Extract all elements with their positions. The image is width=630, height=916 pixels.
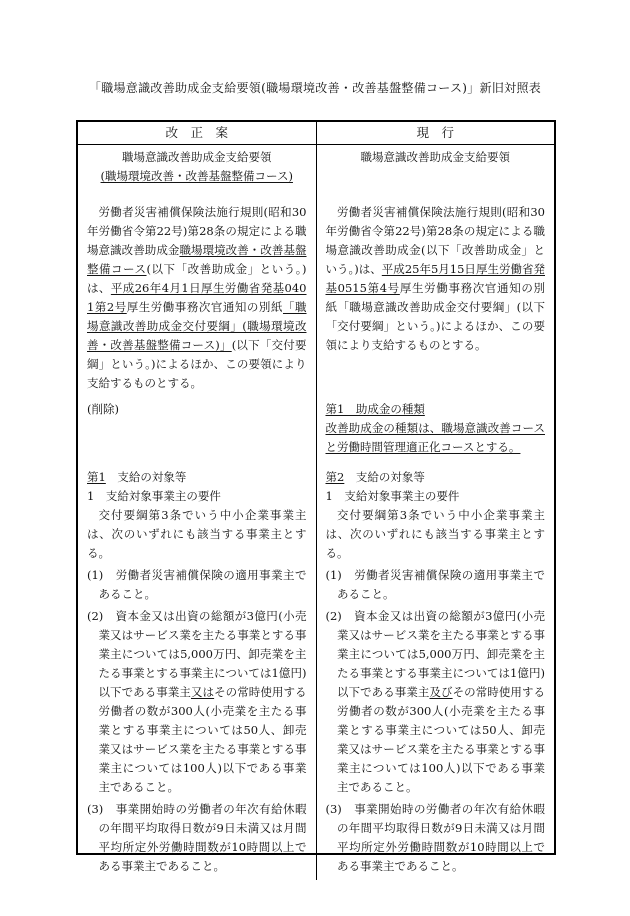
text-block [326,419,546,457]
text-segment: (削除) [87,402,119,416]
text-segment: 厚生労働事務次官通知の別紙「職場意識改善助成金交付要綱」(以下「交付要綱」という。)によるほか、この要領により支給するものとする。 [325,281,545,352]
table-header-row [78,122,554,145]
current-cell [316,465,555,880]
text-block [326,487,546,506]
text-block [87,607,307,797]
text-block [87,566,307,604]
text-block [87,800,307,876]
text-segment: 職場意識改善助成金支給要領 [360,150,510,164]
header-revised-column: 改 正 案 [165,125,228,140]
underlined-text-segment: 及び [429,685,453,699]
text-segment: 支給の対象等 [344,470,425,484]
text-segment: その常時使用する労働者の数が300人(小売業を主たる事業とする事業主については50人、卸売業又はサービス業を主たる事業とする事業主については100人)以下である事業主であること。 [98,685,307,794]
underlined-text-segment: 第1 助成金の種類 [325,402,425,416]
text-block [326,506,546,563]
text-segment: (3) 事業開始時の労働者の年次有給休暇の年間平均取得日数が9日未満又は月間平均所定外労働時間数が10時間以上である事業主であること。 [325,802,545,873]
text-segment: (以下「改善助成金」という。)は、 [87,262,307,295]
underlined-text-segment: 平成25年5月15日厚生労働省発基0515第4号 [325,262,545,295]
underlined-text-segment: 第2 [325,470,345,484]
text-segment: 交付要綱第3条でいう中小企業事業主は、次のいずれにも該当する事業主とする。 [87,508,307,560]
text-block [326,800,546,876]
revised-cell [78,145,316,200]
text-block [87,506,307,563]
text-block [326,203,546,355]
table-row [78,465,554,880]
revised-cell [78,465,316,880]
text-segment: (1) 労働者災害補償保険の適用事業主であること。 [87,568,307,601]
revised-cell [78,397,316,465]
table-row [78,397,554,465]
text-segment: 交付要綱第3条でいう中小企業事業主は、次のいずれにも該当する事業主とする。 [325,508,545,560]
comparison-table [76,120,556,873]
underlined-text-segment: 「職場意識改善助成金交付要綱」(職場環境改善・改善基盤整備コース)」 [87,300,307,352]
table-row [78,200,554,397]
underlined-text-segment: 又は [190,685,215,699]
text-segment: (1) 労働者災害補償保険の適用事業主であること。 [325,568,545,601]
document-title: 「職場意識改善助成金支給要領(職場環境改善・改善基盤整備コース)」新旧対照表 [88,81,542,95]
table-row [78,145,554,200]
text-segment: 労働者災害補償保険法施行規則(昭和30年労働省令第22号)第28条の規定による職場意識改善助成金(以下「改善助成金」という。)は、 [325,205,545,276]
text-block [87,468,307,487]
underlined-text-segment: 平成26年4月1日厚生労働省発基0401第2号 [87,281,307,314]
text-block [326,148,546,167]
text-block [87,400,307,419]
text-segment: 1 支給対象事業主の要件 [325,489,460,503]
text-segment: 労働者災害補償保険法施行規則(昭和30年労働省令第22号)第28条の規定による職場意識改善助成金 [87,205,307,257]
underlined-text-segment: 改善助成金の種類は、職場意識改善コースと労働時間管理適正化コースとする。 [325,421,545,454]
comparison-table-body [78,145,554,880]
text-segment: (2) 資本金又は出資の総額が3億円(小売業又はサービス業を主たる事業とする事業主については5,000万円、卸売業を主たる事業とする事業主については1億円)以下である事業主 [325,609,545,699]
text-block [87,148,307,167]
text-segment: (3) 事業開始時の労働者の年次有給休暇の年間平均取得日数が9日未満又は月間平均所定外労働時間数が10時間以上である事業主であること。 [87,802,307,873]
text-segment: 厚生労働事務次官通知の別紙 [126,300,283,314]
header-current-column: 現 行 [316,122,555,144]
current-cell [316,145,555,200]
text-segment: 1 支給対象事業主の要件 [87,489,221,503]
text-block [326,468,546,487]
text-segment: 職場意識改善助成金支給要領 [122,150,272,164]
text-segment: 支給の対象等 [105,470,187,484]
text-segment: その常時使用する労働者の数が300人(小売業を主たる事業とする事業主については50人、卸売業又はサービス業を主たる事業とする事業主については100人)以下である事業主であること。 [337,685,546,794]
text-block [326,400,546,419]
revised-cell [78,200,316,397]
current-cell [316,397,555,465]
underlined-text-segment: (職場環境改善・改善基盤整備コース) [100,169,293,183]
current-cell [316,200,555,397]
text-block [326,607,546,797]
text-block [87,487,307,506]
text-block [87,203,307,393]
underlined-text-segment: 第1 [87,470,106,484]
underlined-text-segment: 職場環境改善・改善基盤整備コース [87,243,307,276]
text-segment: (2) 資本金又は出資の総額が3億円(小売業又はサービス業を主たる事業とする事業主については5,000万円、卸売業を主たる事業とする事業主については1億円)以下である事業主 [87,609,307,699]
text-block [87,167,307,186]
text-segment: (以下「交付要綱」という。)によるほか、この要領により支給するものとする。 [87,338,307,390]
text-block [326,566,546,604]
